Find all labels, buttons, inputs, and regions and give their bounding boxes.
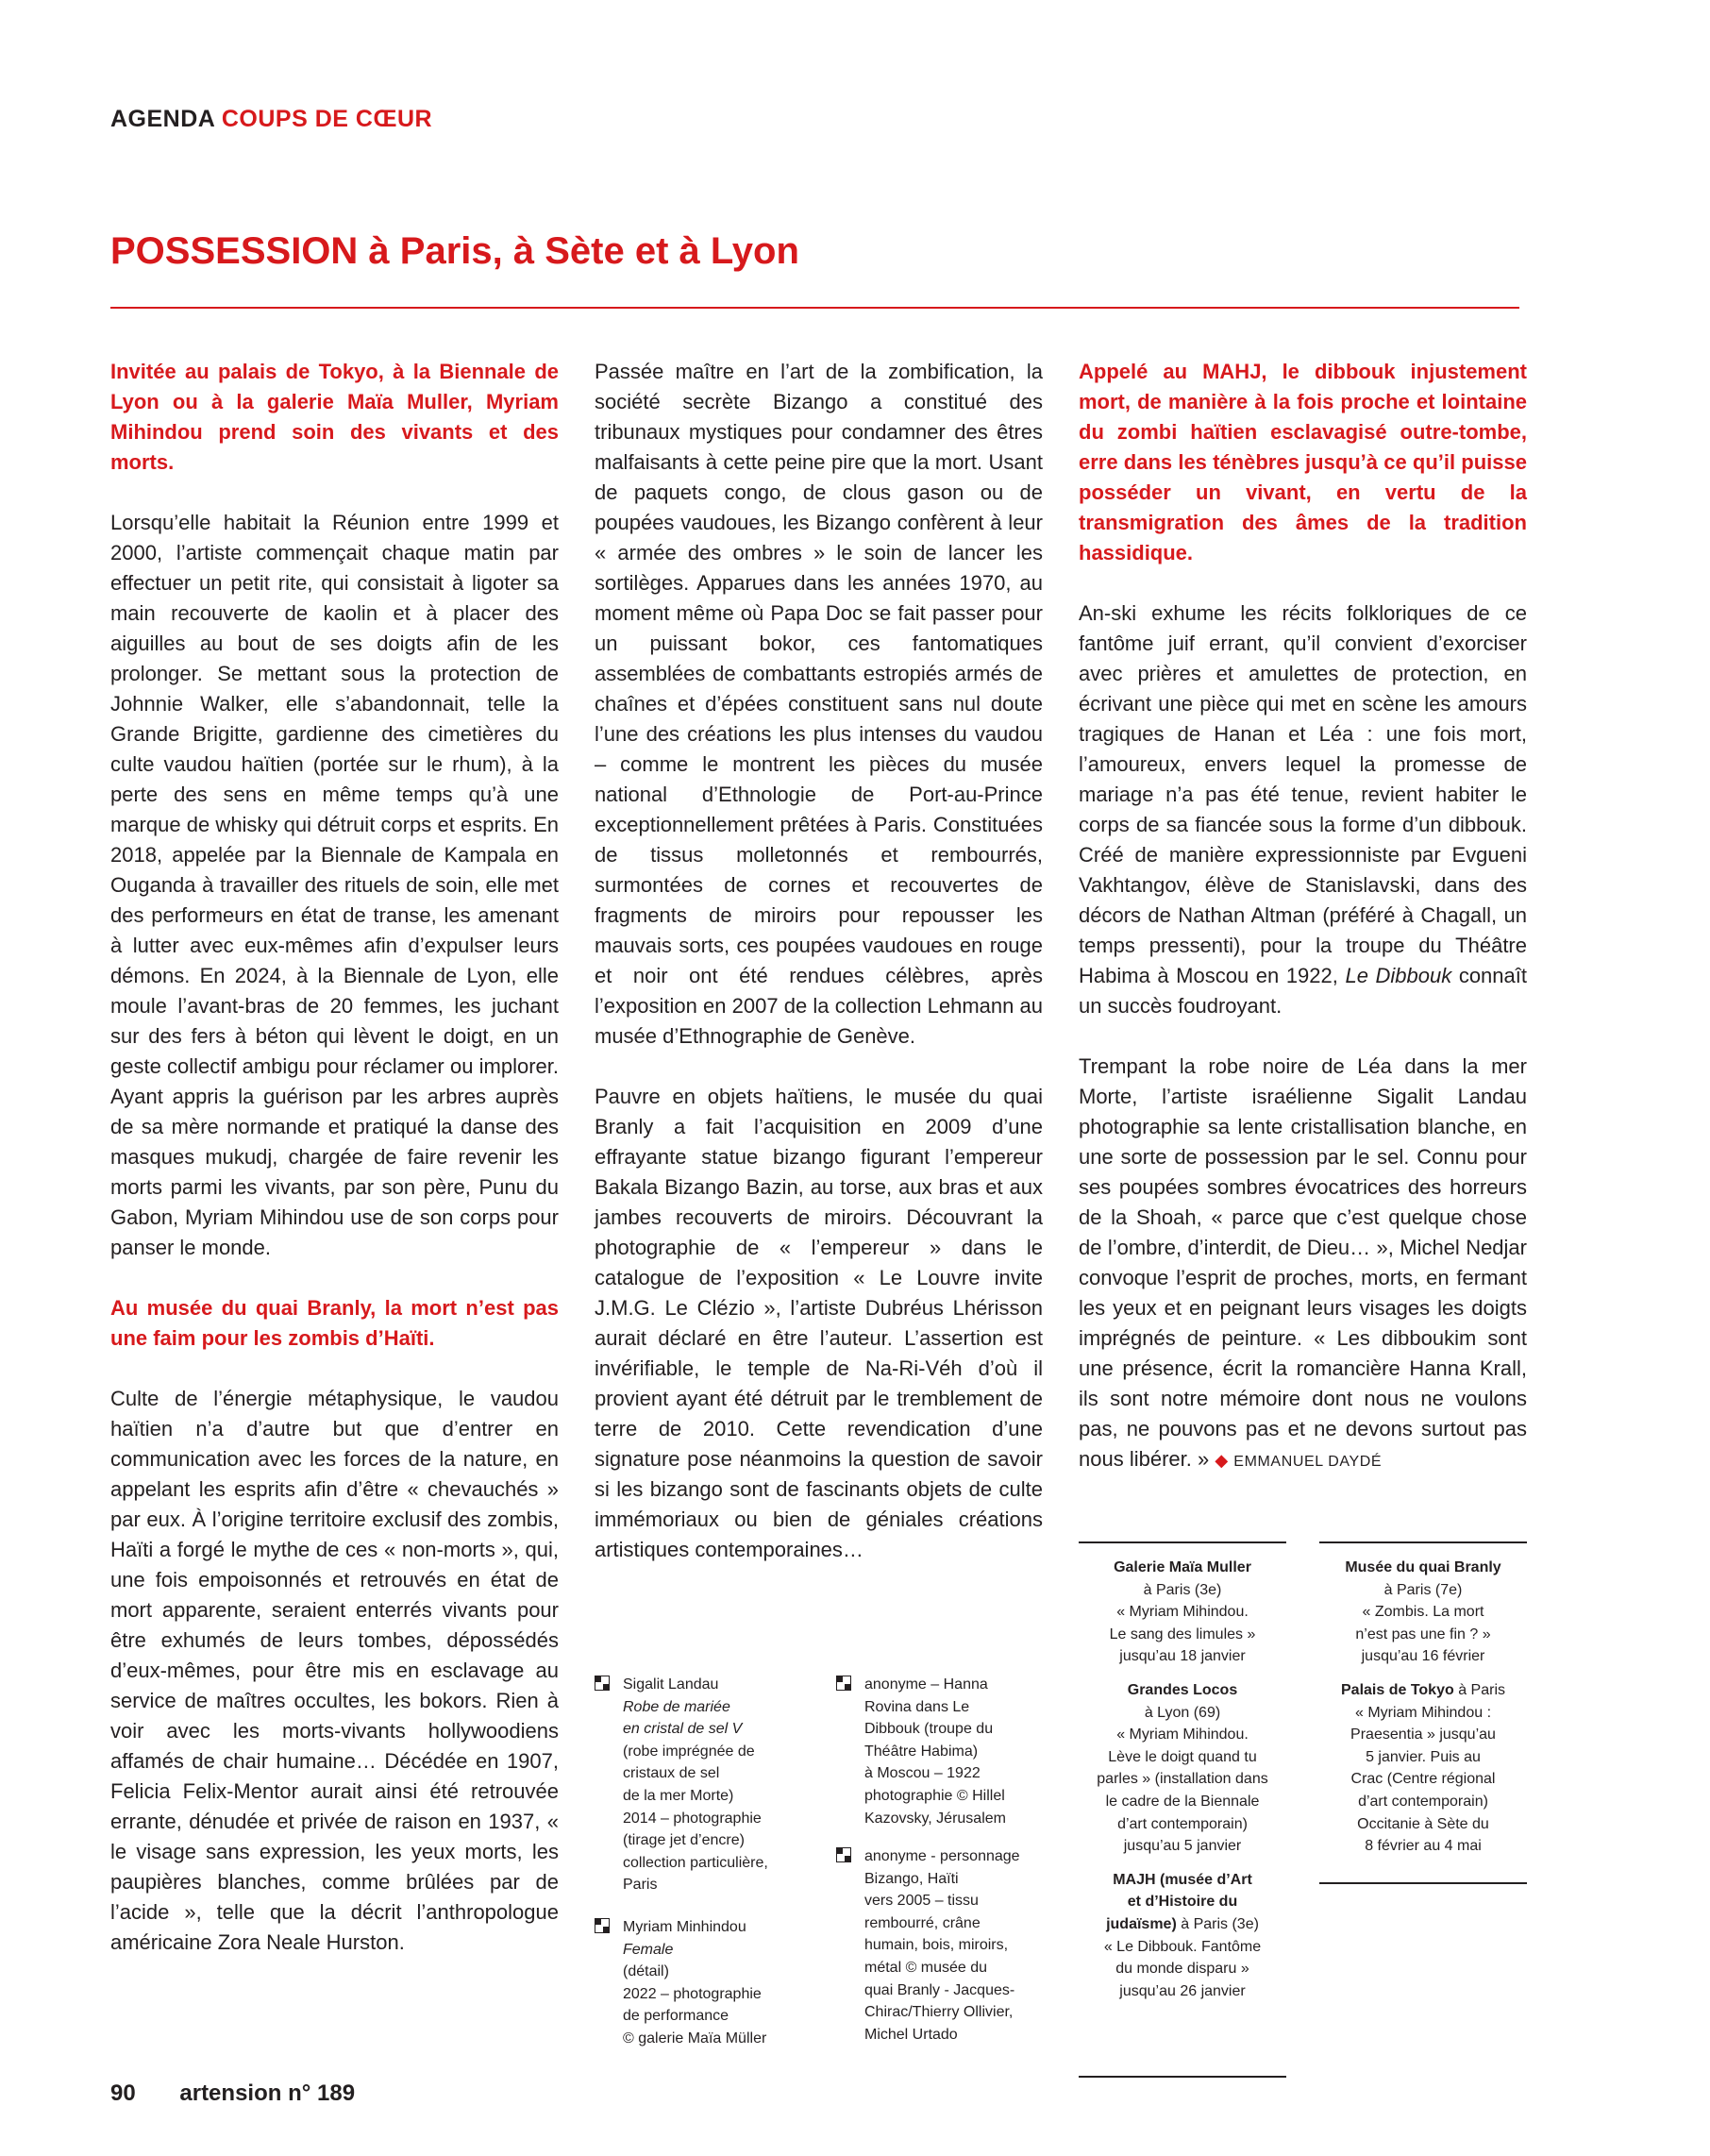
- column-2: [595, 357, 1043, 1565]
- caption-line: rembourré, crâne: [864, 1914, 981, 1931]
- page-footer: [110, 2080, 355, 2107]
- paragraph: Pauvre en objets haïtiens, le musée du quai Branly a fait l’acquisition en 2009 d’une effrayante statue bizango figurant l’empereur Bakala Bizango Bazin, au torse, aux bras et aux jambes recouverts de miroirs. Découvrant la photographie de « l’empereur » dans le catalogue de l’exposition « Le Louvre invite J.M.G. Le Clézio », l’artiste Dubréus Lhérisson aurait déclaré en être l’auteur. L’assertion est invérifiable, le temple de Na-Ri-Véh d’où il provient ayant été détruit par le tremblement de terre de 2010. Cette revendication d’une signature pose néanmoins la question de savoir si les bizango sont de fascinants objets de culte immémoriaux ou bien de géniales créations artistiques contemporaines…: [595, 1085, 1043, 1561]
- exhibition-infobox-right: [1319, 1541, 1527, 1884]
- caption-line: cristaux de sel: [623, 1765, 720, 1782]
- paragraph: [1079, 1052, 1527, 1477]
- venue-location: à Paris (3e): [1181, 1915, 1259, 1932]
- venue-line: « Myriam Mihindou.: [1116, 1726, 1249, 1743]
- venue-line: « Le Dibbouk. Fantôme: [1103, 1938, 1262, 1955]
- caption-icon: [836, 1847, 851, 1862]
- caption-line: à Moscou – 1922: [864, 1765, 981, 1782]
- diamond-icon: ◆: [1215, 1451, 1229, 1470]
- caption-line: Paris: [623, 1877, 658, 1894]
- venue-line: Crac (Centre régional: [1350, 1771, 1496, 1788]
- caption-line: métal © musée du: [864, 1959, 988, 1976]
- column-1: [110, 357, 559, 1958]
- caption-line: Chirac/Thierry Ollivier,: [864, 2004, 1014, 2021]
- title-rule: [110, 307, 1519, 309]
- venue-name-part: Palais de Tokyo: [1341, 1681, 1454, 1698]
- caption-icon: [595, 1918, 610, 1933]
- caption-line: 2014 – photographie: [623, 1810, 762, 1827]
- venue-line: à Lyon (69): [1144, 1704, 1221, 1721]
- lede-1: Invitée au palais de Tokyo, à la Biennale de Lyon ou à la galerie Maïa Muller, Myriam Mihindou prend soin des vivants et des morts.: [110, 360, 559, 474]
- venue-name: [1079, 1913, 1286, 1936]
- venue-name: MAJH (musée d’Art: [1113, 1871, 1252, 1888]
- caption-line: © galerie Maïa Müller: [623, 2030, 767, 2047]
- venue-line: le cadre de la Biennale: [1105, 1793, 1260, 1810]
- caption-line: Sigalit Landau: [623, 1676, 719, 1693]
- venue-line: jusqu’au 5 janvier: [1123, 1838, 1242, 1855]
- caption-line: quai Branly - Jacques-: [864, 1981, 1015, 1998]
- venue-line: jusqu’au 18 janvier: [1119, 1648, 1246, 1665]
- spacer: [1079, 1858, 1286, 1869]
- caption-line: Kazovsky, Jérusalem: [864, 1810, 1006, 1827]
- venue-location: à Paris: [1458, 1681, 1505, 1698]
- venue-line: à Paris (7e): [1383, 1581, 1463, 1598]
- caption-line: en cristal de sel V: [623, 1721, 743, 1738]
- play-title: Le Dibbouk: [1345, 964, 1452, 987]
- venue-line: jusqu’au 16 février: [1361, 1648, 1485, 1665]
- venue-line: Praesentia » jusqu’au: [1350, 1726, 1496, 1743]
- venue-line: Occitanie à Sète du: [1357, 1815, 1489, 1832]
- venue-line: « Myriam Mihindou.: [1116, 1604, 1249, 1621]
- caption-line: Dibbouk (troupe du: [864, 1721, 994, 1738]
- venue-line: d’art contemporain): [1358, 1793, 1488, 1810]
- section-tag: [110, 106, 432, 133]
- caption-line: Female (détail): [623, 1939, 812, 1983]
- venue-line: « Zombis. La mort: [1362, 1604, 1484, 1621]
- venue-line: du monde disparu »: [1115, 1961, 1249, 1978]
- venue-name: Galerie Maïa Muller: [1114, 1559, 1251, 1575]
- caption-line: Myriam Minhindou: [623, 1919, 746, 1935]
- caption-line: de performance: [623, 2008, 729, 2025]
- venue-name: [1319, 1679, 1527, 1702]
- caption-line: (robe imprégnée de: [623, 1743, 755, 1760]
- caption-line: de la mer Morte): [623, 1787, 734, 1804]
- caption-line: collection particulière,: [623, 1854, 768, 1871]
- exhibition-infobox-left: [1079, 1541, 1286, 2078]
- venue-line: parles » (installation dans: [1097, 1771, 1268, 1788]
- caption-line: anonyme – Hanna: [864, 1676, 988, 1693]
- spacer: [1079, 1668, 1286, 1679]
- photo-caption: [864, 1674, 1053, 1829]
- caption-line: (tirage jet d’encre): [623, 1832, 745, 1849]
- page-number: 90: [110, 2080, 136, 2106]
- spacer: [1319, 1668, 1527, 1679]
- venue-line: 8 février au 4 mai: [1365, 1838, 1482, 1855]
- photo-caption: [623, 1674, 812, 1896]
- caption-line: anonyme - personnage: [864, 1848, 1020, 1864]
- column-3: [1079, 357, 1527, 1477]
- subhead: Au musée du quai Branly, la mort n’est pas une faim pour les zombis d’Haïti.: [110, 1296, 559, 1350]
- caption-line: Michel Urtado: [864, 2026, 958, 2043]
- venue-line: d’art contemporain): [1117, 1815, 1248, 1832]
- venue-line: jusqu’au 26 janvier: [1119, 1982, 1246, 1999]
- venue-name: Musée du quai Branly: [1345, 1559, 1501, 1575]
- caption-icon: [595, 1676, 610, 1691]
- venue-name: Grandes Locos: [1127, 1681, 1238, 1698]
- text-run: An-ski exhume les récits folkloriques de ce fantôme juif errant, qu’il convient d’exorciser avec prières et amulettes de protection, en écrivant une pièce qui met en scène les amours tragiques de Hanan et Léa : une fois mort, l’amoureux, envers lequel la promesse de mariage n’a pas été tenue, revient habiter le corps de sa fiancée sous la forme d’un dibbouk. Créé de manière expressionniste par Evgueni Vakhtangov, élève de Stanislavski, dans des décors de Nathan Altman (préféré à Chagall, un temps pressenti), pour la troupe du Théâtre Habima à Moscou en 1922,: [1079, 601, 1527, 987]
- caption-work-title: Female: [623, 1941, 674, 1958]
- caption-line: humain, bois, miroirs,: [864, 1937, 1009, 1954]
- photo-caption: [623, 1916, 812, 2050]
- magazine-issue: artension n° 189: [179, 2080, 356, 2106]
- paragraph: Passée maître en l’art de la zombification, la société secrète Bizango a constitué des tribunaux mystiques pour condamner des êtres malfaisants à cette peine pire que la mort. Usant de paquets congo, de clous gason ou de poupées vaudoues, les Bizango confèrent à leur « armée des ombres » le soin de lancer les sortilèges. Apparues dans les années 1970, au moment même où Papa Doc se fait passer pour un puissant bokor, ces fantomatiques assemblées de combattants estropiés armés de chaînes et d’épées constituent sans nul doute l’une des créations les plus intenses du vaudou – comme le montrent les pièces du musée national d’Ethnologie de Port-au-Prince exceptionnellement prêtées à Paris. Constituées de tissus molletonnés et rembourrés, surmontées de cornes et recouvertes de fragments de miroirs pour repousser les mauvais sorts, ces poupées vaudoues en rouge et noir ont été rendues célèbres, après l’exposition en 2007 de la collection Lehmann au musée d’Ethnographie de Genève.: [595, 360, 1043, 1048]
- author-name: EMMANUEL DAYDÉ: [1233, 1454, 1383, 1470]
- venue-line: n’est pas une fin ? »: [1355, 1625, 1491, 1642]
- venue-name-part: judaïsme): [1106, 1915, 1177, 1932]
- venue-line: Le sang des limules »: [1109, 1625, 1256, 1642]
- article-title: POSSESSION à Paris, à Sète et à Lyon: [110, 230, 799, 272]
- lede-3: Appelé au MAHJ, le dibbouk injustement mort, de manière à la fois proche et lointaine du zombi haïtien esclavagisé outre-tombe, erre dans les ténèbres jusqu’à ce qu’il puisse posséder un vivant, en vertu de la transmigration des âmes de la tradition hassidique.: [1079, 360, 1527, 564]
- caption-icon: [836, 1676, 851, 1691]
- section-label: AGENDA: [110, 106, 215, 132]
- subsection-label: COUPS DE CŒUR: [221, 106, 433, 132]
- paragraph: Culte de l’énergie métaphysique, le vaudou haïtien n’a d’autre but que d’entrer en communication avec les forces de la nature, en appelant les esprits afin d’être « chevauchés » par eux. À l’origine territoire exclusif des zombis, Haïti a forgé le mythe de ces « non-morts », qui, une fois empoisonnés et retrouvés en état de mort apparente, seraient enterrés vivants pour être exhumés de leurs tombes, dépossédés d’eux-mêmes, pour être mis en esclavage au service de maîtres occultes, les bokors. Rien à voir avec les morts-vivants hollywoodiens affamés de chair humaine… Décédée en 1907, Felicia Felix-Mentor aurait ainsi été retrouvée errante, dénudée et privée de raison en 1937, « le visage sans expression, les yeux morts, les paupières blanches, comme brûlées par de l’acide », telle que la décrit l’anthropologue américaine Zora Neale Hurston.: [110, 1387, 559, 1954]
- paragraph: [1079, 598, 1527, 1021]
- paragraph: Lorsqu’elle habitait la Réunion entre 1999 et 2000, l’artiste commençait chaque matin par effectuer un petit rite, qui consistait à ligoter sa main recouverte de kaolin et à placer des aiguilles au bout de ses doigts afin de les prolonger. Se mettant sous la protection de Johnnie Walker, elle s’abandonnait, telle la Grande Brigitte, gardienne des cimetières du culte vaudou haïtien (portée sur le rhum), à la perte des sens en même temps qu’à une marque de whisky qui détruit corps et esprits. En 2018, appelée par la Biennale de Kampala en Ouganda à travailler des rituels de soin, elle met des performeurs en état de transe, les amenant à lutter avec eux-mêmes afin d’expulser leurs démons. En 2024, à la Biennale de Lyon, elle moule l’avant-bras de 20 femmes, les juchant sur des fers à béton qui lèvent le doigt, en un geste collectif ambigu pour réclamer ou implorer. Ayant appris la guérison par les arbres auprès de sa mère normande et pratiqué la danse des masques mukudj, chargée de faire revenir les morts parmi les vivants, par son père, Punu du Gabon, Myriam Mihindou use de son corps pour panser le monde.: [110, 511, 559, 1259]
- photo-caption: [864, 1845, 1053, 2046]
- venue-name: et d’Histoire du: [1127, 1894, 1238, 1911]
- caption-line: Théâtre Habima): [864, 1743, 979, 1760]
- venue-line: Lève le doigt quand tu: [1108, 1748, 1257, 1765]
- venue-line: à Paris (3e): [1143, 1581, 1222, 1598]
- caption-line: vers 2005 – tissu: [864, 1893, 979, 1910]
- caption-line: Bizango, Haïti: [864, 1870, 959, 1887]
- text-run: connaît un succès foudroyant.: [1079, 964, 1527, 1018]
- caption-line: Robe de mariée: [623, 1698, 730, 1715]
- caption-line: 2022 – photographie: [623, 1985, 762, 2002]
- caption-line: photographie © Hillel: [864, 1787, 1005, 1804]
- venue-line: « Myriam Mihindou :: [1354, 1704, 1492, 1721]
- caption-line: Rovina dans Le: [864, 1698, 970, 1715]
- text-run: Trempant la robe noire de Léa dans la mer Morte, l’artiste israélienne Sigalit Landau photographie sa lente cristallisation blanche, en une sorte de possession par le sel. Connu pour ses poupées sombres évocatrices des horreurs de la Shoah, « parce que c’est quelque chose de l’ombre, d’interdit, de Dieu… », Michel Nedjar convoque l’esprit de proches, morts, en fermant les yeux et en peignant leurs visages les doigts imprégnés de peinture. « Les dibboukim sont une présence, écrit la romancière Hanna Krall, ils sont notre mémoire dont nous ne voulons pas, ne pouvons pas et ne devons surtout pas nous libérer. »: [1079, 1054, 1527, 1471]
- venue-line: 5 janvier. Puis au: [1366, 1748, 1481, 1765]
